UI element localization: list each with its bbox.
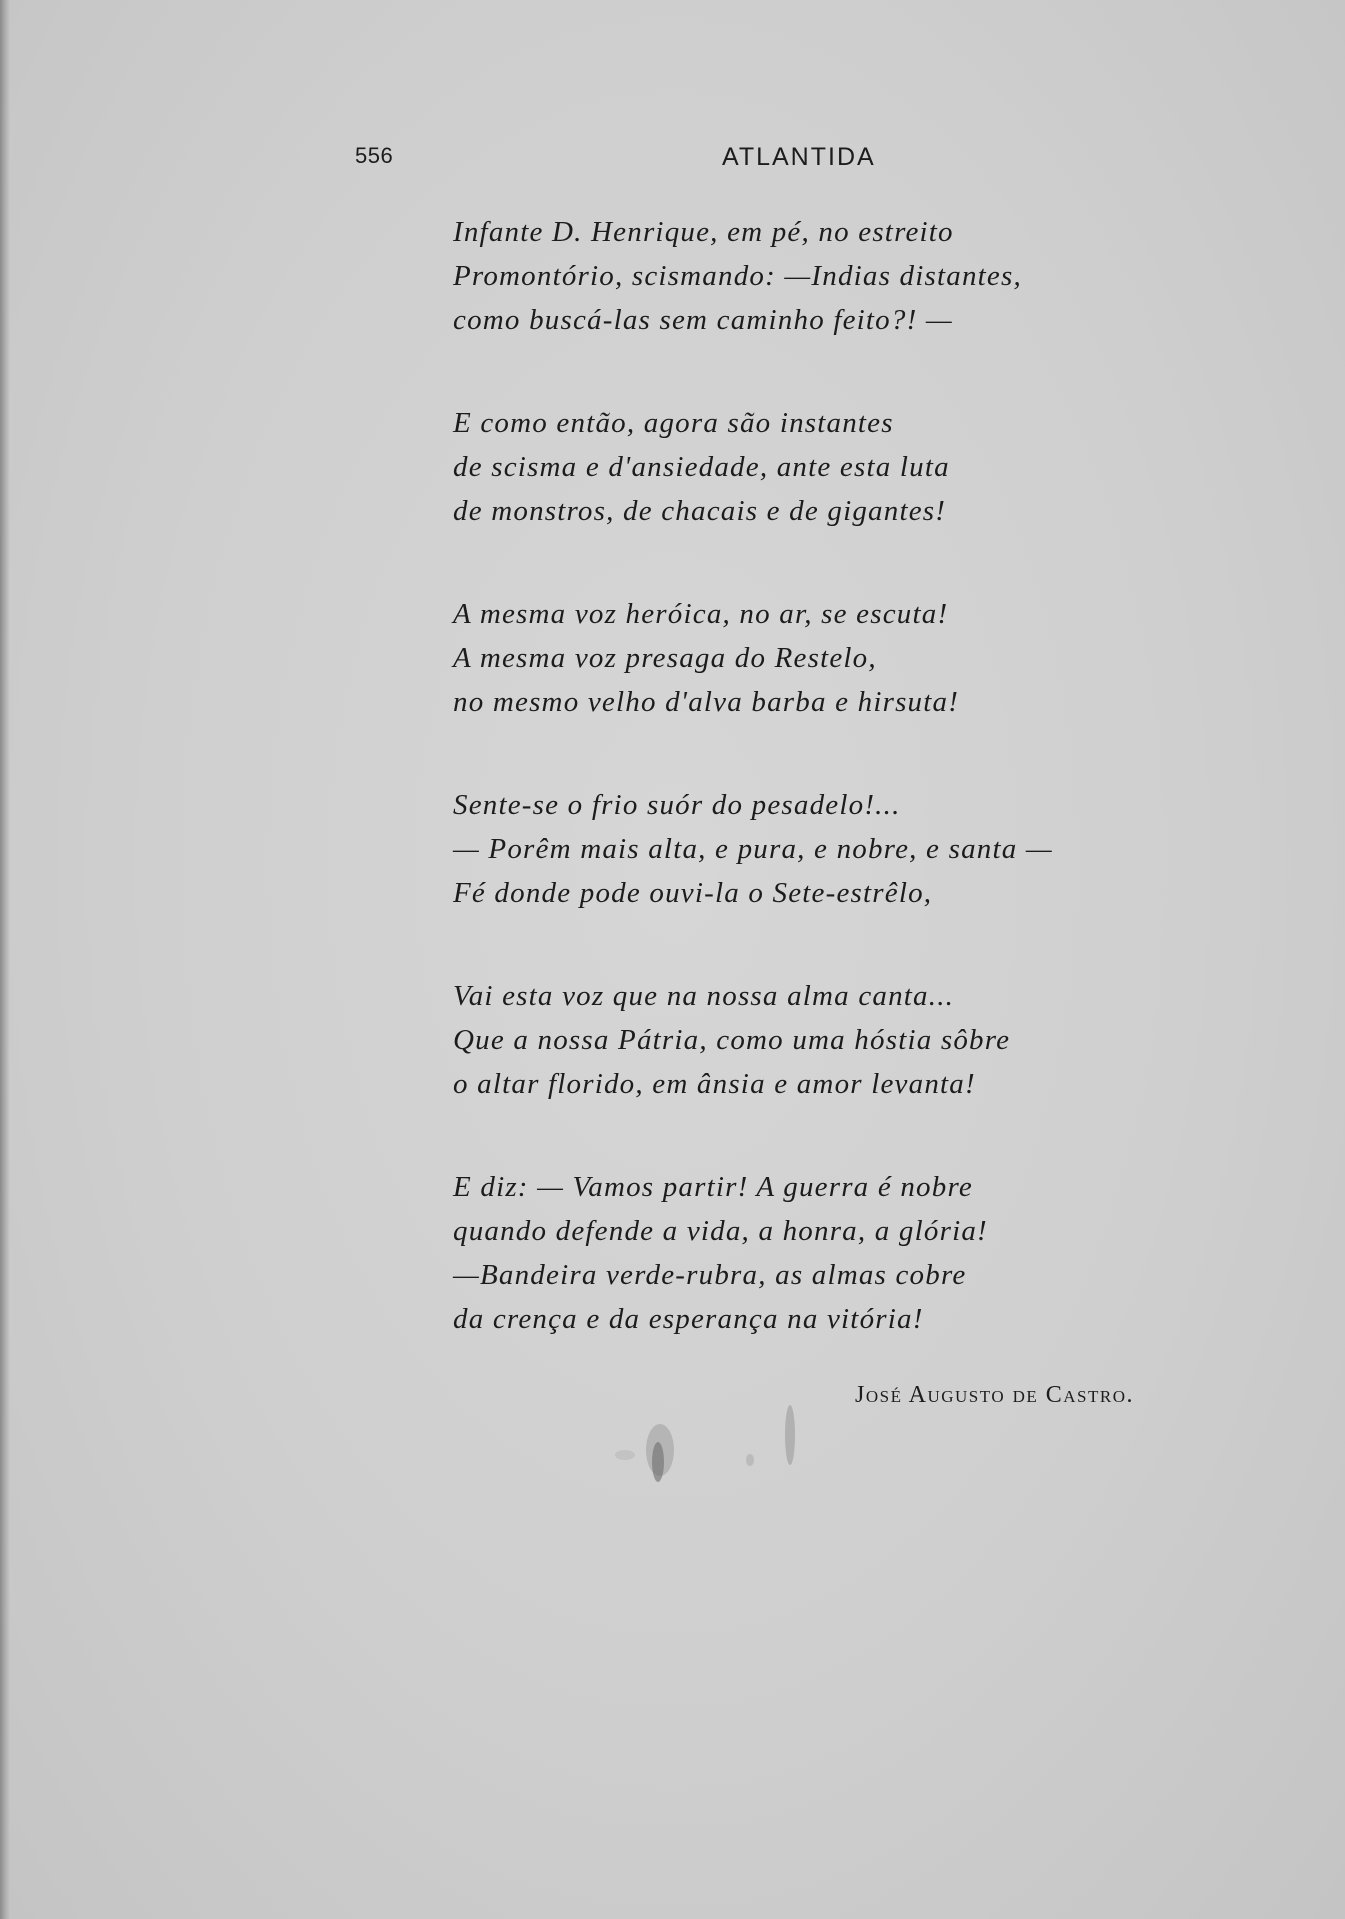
poem-line: de scisma e d'ansiedade, ante esta luta <box>453 451 950 483</box>
journal-title: ATLANTIDA <box>722 143 876 171</box>
stanza-3 <box>453 592 1213 724</box>
stanza-4 <box>453 783 1213 915</box>
poem-line: como buscá-las sem caminho feito?! — <box>453 304 953 336</box>
poem-line: — Porêm mais alta, e pura, e nobre, e santa — <box>453 833 1053 865</box>
stanza-2 <box>453 401 1213 533</box>
poem-line: A mesma voz heróica, no ar, se escuta! <box>453 598 949 630</box>
poem-line: Infante D. Henrique, em pé, no estreito <box>453 216 954 248</box>
author-signature: José Augusto de Castro. <box>855 1382 1135 1408</box>
poem-line: da crença e da esperança na vitória! <box>453 1303 924 1335</box>
poem-line: no mesmo velho d'alva barba e hirsuta! <box>453 686 960 718</box>
stanza-1 <box>453 210 1213 342</box>
running-head <box>0 143 1345 183</box>
stanza-6 <box>453 1165 1213 1341</box>
poem-line: A mesma voz presaga do Restelo, <box>453 642 877 674</box>
poem-line: quando defende a vida, a honra, a glória! <box>453 1215 988 1247</box>
poem-line: Fé donde pode ouvi-la o Sete-estrêlo, <box>453 877 933 909</box>
poem-line: E diz: — Vamos partir! A guerra é nobre <box>453 1171 973 1203</box>
poem-line: Promontório, scismando: —Indias distantes, <box>453 260 1022 292</box>
poem-line: —Bandeira verde-rubra, as almas cobre <box>453 1259 967 1291</box>
poem-line: E como então, agora são instantes <box>453 407 894 439</box>
poem-line: Vai esta voz que na nossa alma canta... <box>453 980 955 1012</box>
page-edge-shadow <box>0 0 10 1919</box>
ink-smudge <box>600 1400 830 1500</box>
poem-line: de monstros, de chacais e de gigantes! <box>453 495 947 527</box>
poem-line: Que a nossa Pátria, como uma hóstia sôbre <box>453 1024 1011 1056</box>
poem-line: o altar florido, em ânsia e amor levanta! <box>453 1068 976 1100</box>
poem-line: Sente-se o frio suór do pesadelo!... <box>453 789 901 821</box>
page-number: 556 <box>355 143 394 168</box>
stanza-5 <box>453 974 1213 1106</box>
poem <box>453 210 1213 1400</box>
